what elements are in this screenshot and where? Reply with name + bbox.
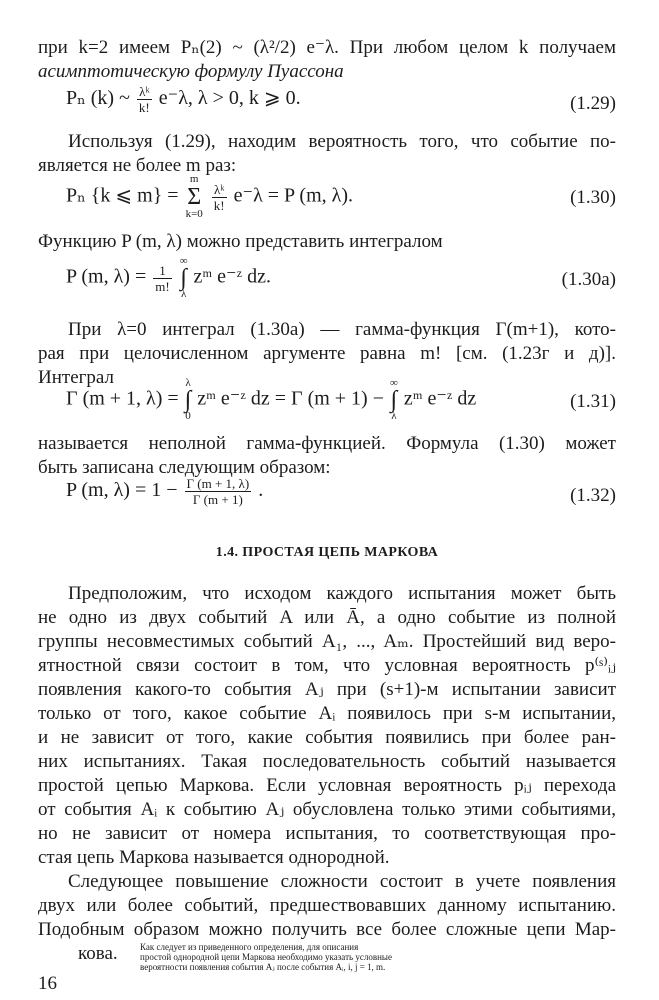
integral-sign-1: [185, 378, 192, 422]
complexity-line-1: Следующее повышение сложности состоит в учете появления: [68, 871, 616, 892]
formula-1-30a-rhs: zᵐ e⁻ᶻ dz.: [193, 265, 271, 288]
formula-1-31: [38, 378, 616, 430]
integral-sign-2: [390, 378, 398, 422]
formula-1-32-expression: [66, 476, 263, 507]
integral-symbol: ∫: [180, 265, 187, 291]
formula-1-30-expression: [66, 174, 353, 220]
fraction-numerator: Γ (m + 1, λ): [186, 476, 250, 491]
markov-line-9: простой цепью Маркова. Если условная вероятность pᵢⱼ перехода: [38, 775, 616, 796]
integral-symbol: ∫: [184, 387, 192, 413]
formula-1-30a-expression: [66, 256, 271, 300]
integral-lower-limit: λ: [391, 410, 397, 422]
markov-line-5: появления какого-то события Aⱼ при (s+1)-м испытании зависит: [38, 679, 616, 700]
formula-1-31-number: (1.31): [570, 391, 616, 412]
markov-line-8: них испытаниях. Такая последовательность событий называется: [38, 751, 616, 772]
formula-1-30-rhs: e⁻λ = P (m, λ).: [233, 184, 354, 207]
formula-1-30-fraction: [212, 182, 227, 213]
gamma-line-2: рая при целочисленном аргументе равна m! [см. (1.23г и д)].: [38, 343, 616, 364]
markov-line-11: но не зависит от номера испытания, то соответствующая про-: [38, 823, 616, 844]
summation-sign: [186, 174, 203, 220]
integral-lower-limit: 0: [185, 410, 191, 422]
markov-line-1: Предположим, что исходом каждого испытания может быть: [68, 583, 616, 604]
formula-1-30-number: (1.30): [570, 187, 616, 208]
integral-symbol: ∫: [390, 387, 398, 413]
fraction-denominator: m!: [155, 278, 170, 294]
complexity-line-2: двух или более событий, предшествовавших данному испытанию.: [38, 895, 616, 916]
markov-line-10: от события Aᵢ к событию Aⱼ обусловлена только этими событиями,: [38, 799, 616, 820]
incomplete-line-1-text: называется неполной гамма-функцией. Формула (1.30) может: [38, 433, 616, 454]
formula-1-29-number: (1.29): [570, 93, 616, 114]
fraction-numerator: λᵏ: [212, 182, 227, 198]
page-number: 16: [38, 973, 57, 994]
using-line-1: Используя (1.29), находим вероятность того, что событие по-: [68, 131, 616, 152]
definition-paragraph: [140, 942, 616, 972]
definition-line-1: Как следует из приведенного определения, для описания: [140, 942, 359, 952]
incomplete-line-1: [38, 432, 616, 456]
formula-1-30a-lhs: P (m, λ) =: [66, 265, 147, 288]
definition-line-2: простой однородной цепи Маркова необходимо указать условные: [140, 952, 392, 962]
integral-lower-limit: λ: [180, 288, 187, 300]
integral-sign: [180, 256, 188, 300]
section-heading: 1.4. ПРОСТАЯ ЦЕПЬ МАРКОВА: [215, 545, 439, 560]
formula-1-32-fraction: [185, 476, 252, 507]
formula-1-29: [38, 84, 616, 124]
complexity-line-3: Подобным образом можно получить все более сложные цепи Мар-: [38, 919, 616, 940]
definition-line-3: вероятности появления события Aⱼ после события Aᵢ, i, j = 1, m.: [140, 962, 386, 972]
fraction-denominator: k!: [213, 197, 225, 213]
formula-1-30a: [38, 256, 616, 306]
formula-1-32-rhs: .: [258, 479, 264, 502]
gamma-line-3: Интеграл: [38, 367, 114, 388]
fraction-denominator: k!: [138, 100, 150, 115]
intro-line-1: при k=2 имеем Pₙ(2) ~ (λ²/2) e⁻λ. При любом целом k получаем: [38, 37, 616, 58]
gamma-line-1: При λ=0 интеграл (1.30а) — гамма-функция Γ(m+1), кото-: [68, 319, 616, 340]
complexity-line-4: кова.: [78, 943, 118, 964]
formula-1-31-rhs: zᵐ e⁻ᶻ dz: [403, 387, 477, 410]
fraction-numerator: λᵏ: [137, 84, 152, 100]
intro-line-2: асимптотическую формулу Пуассона: [38, 61, 344, 82]
formula-1-30a-number: (1.30a): [561, 269, 616, 290]
sigma-symbol: Σ: [187, 184, 202, 210]
sum-upper-limit: m: [189, 173, 199, 185]
formula-1-31-lhs: Γ (m + 1, λ) =: [66, 387, 179, 410]
formula-1-29-rhs: e⁻λ, λ > 0, k ⩾ 0.: [158, 87, 301, 110]
using-line-2: является не более m раз:: [38, 155, 237, 176]
markov-line-2: не одно из двух событий A или Ā, а одно событие из полной: [38, 607, 616, 628]
incomplete-line-2: быть записана следующим образом:: [38, 457, 331, 478]
markov-line-7: и не зависит от того, какие события появились при более ран-: [38, 727, 616, 748]
formula-1-31-middle: zᵐ e⁻ᶻ dz = Γ (m + 1) −: [197, 387, 384, 410]
formula-1-30: [38, 174, 616, 224]
markov-line-6: только от того, какое событие Aᵢ появилось при s-м испытании,: [38, 703, 616, 724]
formula-1-32-lhs: P (m, λ) = 1 −: [66, 479, 178, 502]
markov-line-12: стая цепь Маркова называется однородной.: [38, 847, 390, 868]
formula-1-30-lhs: Pₙ {k ⩽ m} =: [66, 184, 179, 207]
function-line-1: Функцию P (m, λ) можно представить интегралом: [38, 231, 443, 252]
formula-1-31-expression: [66, 378, 476, 422]
integral-upper-limit: ∞: [179, 255, 188, 267]
formula-1-32-number: (1.32): [570, 485, 616, 506]
formula-1-29-lhs: Pₙ (k) ~: [66, 87, 130, 110]
formula-1-29-expression: [66, 84, 301, 115]
markov-line-3: группы несовместимых событий A₁, ..., Aₘ. Простейший вид веро-: [38, 631, 616, 652]
fraction-denominator: Γ (m + 1): [192, 492, 243, 507]
markov-line-4: ятностной связи состоит в том, что условная вероятность p⁽ˢ⁾ᵢⱼ: [38, 655, 616, 676]
formula-1-30a-fraction: [153, 263, 171, 294]
formula-1-29-fraction: [137, 84, 152, 115]
formula-1-32: [38, 476, 616, 520]
fraction-numerator: 1: [153, 263, 171, 279]
sum-lower-limit: k=0: [185, 208, 203, 220]
integral-upper-limit: ∞: [390, 377, 398, 389]
integral-upper-limit: λ: [185, 377, 191, 389]
